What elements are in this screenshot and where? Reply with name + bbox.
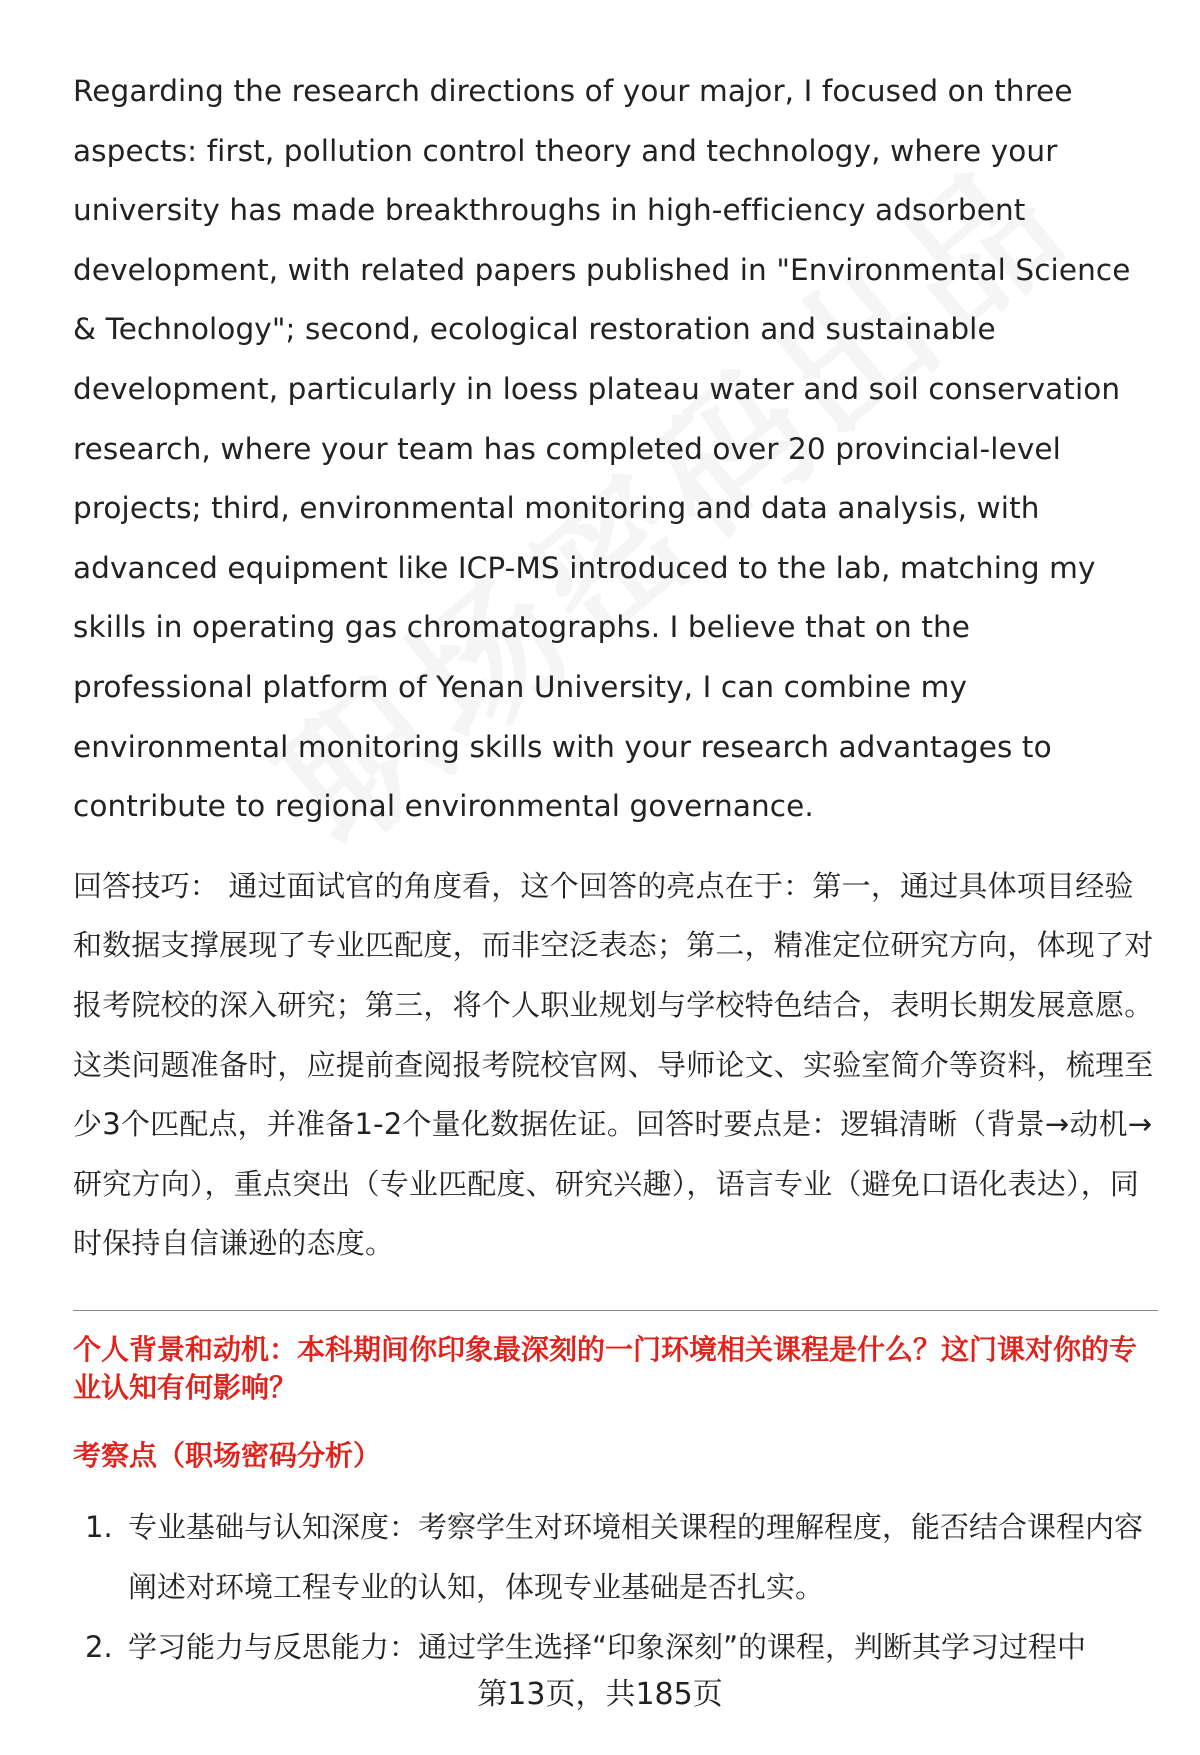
list-item-text: 学习能力与反思能力：通过学生选择“印象深刻”的课程，判断其学习过程中 bbox=[128, 1629, 1087, 1664]
answer-tips-paragraph: 回答技巧： 通过面试官的角度看，这个回答的亮点在于：第一，通过具体项目经验和数据支撑展现了专业匹配度，而非空泛表态；第二，精准定位研究方向，体现了对报考院校的深入研究；第三，将个人职业规划与学校特色结合，表明长期发展意愿。这类问题准备时，应提前查阅报考院校官网、导师论文、实验室简介等资料，梳理至少3个匹配点，并准备1-2个量化数据佐证。回答时要点是：逻辑清晰（背景→动机→研究方向），重点突出（专业匹配度、研究兴趣），语言专业（避免口语化表达），同时保持自信谦逊的态度。 bbox=[73, 868, 1154, 1261]
page-number-footer: 第13页，共185页 bbox=[477, 1677, 723, 1712]
answer-paragraph-en: Regarding the research directions of your major, I focused on three aspects: first, pollution control theory and technology, where your university has made breakthroughs in high-efficiency adsorbent development, with related papers published in "Environmental Science & Technology"; second, ecological restoration and sustainable development, particularly in loess plateau water and soil conservation research, where your team has completed over 20 provincial-level projects; third, environmental monitoring and data analysis, with advanced equipment like ICP-MS introduced to the lab, matching my skills in operating gas chromatographs. I believe that on the professional platform of Yenan University, I can combine my environmental monitoring skills with your research advantages to contribute to regional environmental governance. bbox=[73, 74, 1131, 824]
page-content bbox=[73, 62, 1158, 1677]
list-item-text: 专业基础与认知深度：考察学生对环境相关课程的理解程度，能否结合课程内容阐述对环境工程专业的认知，体现专业基础是否扎实。 bbox=[128, 1509, 1144, 1604]
assessment-points-list bbox=[73, 1497, 1158, 1677]
list-item bbox=[73, 1497, 1158, 1617]
section-divider bbox=[73, 1310, 1158, 1311]
list-item-number: 1. bbox=[85, 1509, 113, 1544]
assessment-points-heading: 考察点（职场密码分析） bbox=[73, 1438, 382, 1472]
interview-question: 个人背景和动机：本科期间你印象最深刻的一门环境相关课程是什么？这门课对你的专业认知有何影响？ bbox=[73, 1332, 1138, 1404]
list-item bbox=[73, 1617, 1158, 1677]
list-item-number: 2. bbox=[85, 1629, 113, 1664]
